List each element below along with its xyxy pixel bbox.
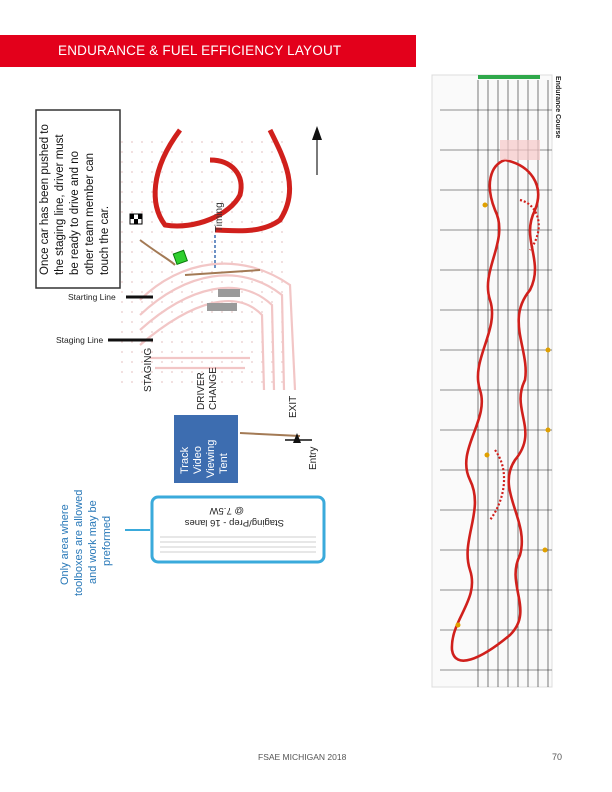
- prep-line: Staging/Prep - 16 lanes: [184, 517, 284, 528]
- course-map: [432, 75, 561, 687]
- starting-line-label: Starting Line: [68, 292, 116, 302]
- driver-change-label: CHANGE: [208, 367, 219, 410]
- entry-arrow-icon: [293, 433, 301, 443]
- course-map-label: Endurance Course: [554, 76, 561, 139]
- timing-label: Timing: [214, 202, 225, 232]
- toolbox-note: [59, 490, 113, 596]
- direction-arrow-icon: [312, 126, 322, 140]
- toolbox-line: toolboxes are allowed: [73, 489, 85, 596]
- tent-line: Tent: [218, 453, 230, 474]
- tent-line: Video: [192, 446, 204, 474]
- toolbox-line: preformed: [101, 515, 113, 566]
- note-line: the staging line, driver must: [54, 134, 66, 275]
- driver-change-label: DRIVER: [196, 372, 207, 410]
- toolbox-line: Only area where: [59, 504, 71, 585]
- page-number: 70: [552, 752, 563, 762]
- prep-line: @ 7.5W: [209, 505, 244, 516]
- exit-label: EXIT: [288, 395, 299, 418]
- note-line: Once car has been pushed to: [39, 124, 51, 275]
- exit-path: [240, 433, 300, 436]
- staging-line-label: Staging Line: [56, 335, 104, 345]
- staging-label: STAGING: [143, 347, 154, 392]
- footer-event: FSAE MICHIGAN 2018: [258, 752, 347, 762]
- tent-line: Track: [179, 446, 191, 474]
- tent-line: Viewing: [205, 439, 217, 478]
- checkered-flag-icon: [130, 214, 142, 224]
- staging-layout: [36, 110, 324, 596]
- note-line: be ready to drive and no: [69, 150, 81, 275]
- map-green-strip: [478, 75, 540, 79]
- toolbox-line: and work may be: [87, 500, 99, 584]
- entry-label: Entry: [308, 446, 319, 470]
- note-line: other team member can: [84, 152, 96, 275]
- equipment-block: [218, 289, 240, 297]
- course-map-frame: [432, 75, 552, 687]
- page-title: ENDURANCE & FUEL EFFICIENCY LAYOUT: [58, 43, 342, 58]
- course-paddock: [500, 140, 540, 160]
- equipment-block: [207, 303, 237, 311]
- note-line: touch the car.: [99, 205, 111, 275]
